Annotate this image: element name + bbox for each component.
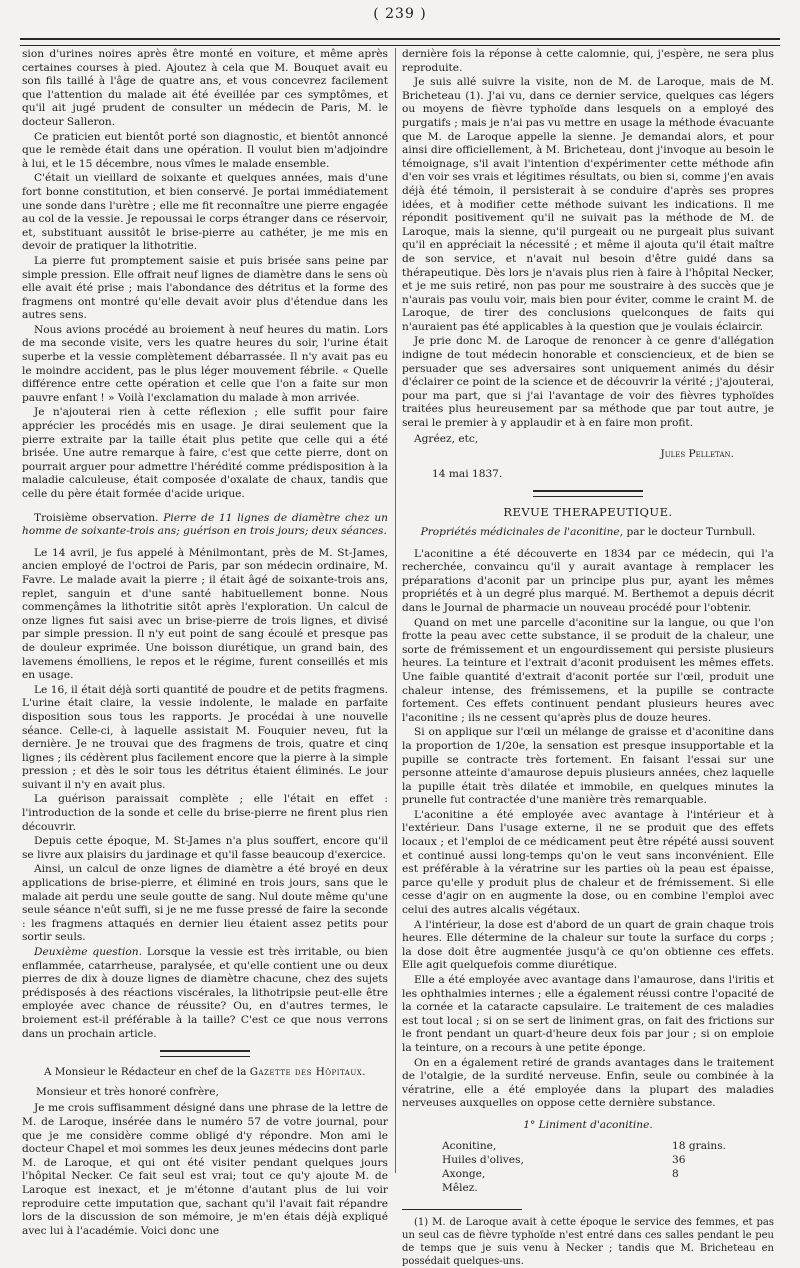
- letter-paragraph: Je me crois suffisamment désigné dans une phrase de la lettre de M. de Laroque, insérée dans le numéro 57 de votre journal, pour que je me considère comme obligé d'y répondre. Mon ami le docteur Chapel et moi sommes les deux jeunes médecins dont parle M. de Laroque, et qui ont été visiter pendant quelques jours l'hôpital Necker. Ce fait seul est vrai; tout ce qu'y ajoute M. de Laroque est inexact, et je m'étonne d'autant plus de lui voir reproduire cette imputation que, sachant qu'il l'avait fait répandre lors de la discussion de son mémoire, je m'en étais déjà expliqué avec lui à l'académie. Voici donc une: [22, 1102, 388, 1237]
- recipe-item: Huiles d'olives,: [442, 1153, 524, 1166]
- paragraph: Si on applique sur l'œil un mélange de graisse et d'aconitine dans la proportion de 1/20e, la sensation est presque insupportable et la pupille se contracte très fortement. En faisant l'essai sur une personne atteinte d'amaurose depuis plusieurs années, chez laquelle la pupille était très dilatée et immobile, en quelques minutes la prunelle fut contractée d'une manière très remarquable.: [402, 726, 774, 807]
- recipe-list: [442, 1139, 732, 1195]
- paragraph: Depuis cette époque, M. St-James n'a plus souffert, encore qu'il se livre aux plaisirs du jardinage et qu'il fasse beaucoup d'exercice.: [22, 835, 388, 861]
- paragraph: Le 14 avril, je fus appelé à Ménilmontant, près de M. St-James, ancien employé de l'octroi de Paris, par son médecin ordinaire, M. Favre. Le malade avait la pierre ; il était âgé de soixante-trois ans, replet, sanguin et d'une santé habituellement bonne. Nous commençâmes la lithotritie sitôt après l'exploration. Un calcul de onze lignes fut saisi avec un brise-pierre de trois lignes, et divisé par simple pression. Il n'y eut point de sang écoulé et presque pas de douleur exprimée. Une boisson diurétique, un grand bain, des lavemens émolliens, le repos et le régime, furent conseillés et mis en usage.: [22, 546, 388, 682]
- recipe-quantity: 36: [672, 1153, 686, 1166]
- recipe-item: Mêlez.: [442, 1181, 478, 1194]
- section-title: REVUE THERAPEUTIQUE.: [503, 505, 673, 520]
- recipe-item: Aconitine,: [442, 1139, 497, 1152]
- recipe-row: [442, 1139, 732, 1153]
- section-divider: [160, 1050, 250, 1057]
- article-title-subject: Propriétés médicinales de l'aconitine,: [420, 526, 624, 538]
- header-rule: [20, 38, 780, 46]
- paragraph: Je prie donc M. de Laroque de renoncer à ce genre d'allégation indigne de tout médecin honorable et consciencieux, et de bien se persuader que ses adversaires sont uniquement animés du désir d'éclairer ce point de la science et de découvrir la vérité ; j'ajouterai, pour ma part, que si j'ai l'avantage de voir des fièvres typhoïdes traitées plus heureusement par sa méthode que par tout autre, je serai le premier à y applaudir et à en faire mon profit.: [402, 335, 774, 430]
- observation-heading: [22, 512, 388, 539]
- paragraph: Ce praticien eut bientôt porté son diagnostic, et bientôt annoncé que le remède était dans une opération. Il voulut bien m'adjoindre à lui, et le 15 décembre, nous vîmes le malade ensemble.: [22, 130, 388, 170]
- salutation: Monsieur et très honoré confrère,: [36, 1085, 219, 1098]
- paragraph: L'aconitine a été découverte en 1834 par ce médecin, qui l'a recherchée, convaincu qu'il y aurait avantage à remplacer les préparations d'aconit par un principe plus pur, ayant les mêmes propriétés et à un degré plus marqué. M. Berthemot a depuis décrit dans le Journal de pharmacie un nouveau procédé pour l'obtenir.: [402, 547, 774, 614]
- recipe-quantity: 18 grains.: [672, 1139, 727, 1152]
- paragraph: L'aconitine a été employée avec avantage à l'intérieur et à l'extérieur. Dans l'usage externe, il ne se produit que des effets locaux ; et l'emploi de ce médicament peut être répété aussi souvent et continué aussi long-temps qu'on le veut sans inconvénient. Elle est préférable à la vératrine sur les parties où la peau est épaisse, parce qu'elle y produit plus de chaleur et de frémissement. Si elle cesse d'agir on en augmente la dose, ou en combine l'emploi avec celui des autres alcalis végétaux.: [402, 808, 774, 917]
- paragraph: Le 16, il était déjà sorti quantité de poudre et de petits fragmens. L'urine était claire, la vessie indolente, le malade en parfaite disposition sous tous les rapports. Je procédai à une nouvelle séance. Celle-ci, à laquelle assistait M. Fouquier neveu, fut la dernière. Je ne trouvai que des fragmens de trois, quatre et cinq lignes ; ils cédèrent plus facilement encore que la pierre à la simple pression ; et dès le soir tous les détritus étaient éliminés. Le jour suivant il n'y en avait plus.: [22, 683, 388, 791]
- recipe-title: 1° Liniment d'aconitine.: [523, 1118, 653, 1131]
- paragraph: Elle a été employée avec avantage dans l'amaurose, dans l'iritis et les ophthalmies internes ; elle a également réussi contre l'opacité de la cornée et la cataracte capsulaire. Le traitement de ces maladies est tout local ; si on se sert de liniment gras, on fait des frictions sur le front pendant un quart-d'heure deux fois par jour ; si on emploie la teinture, on a recours à une petite éponge.: [402, 974, 774, 1054]
- paragraph: On en a également retiré de grands avantages dans le traitement de l'otalgie, de la surdité nerveuse. Enfin, seule ou combinée à la vératrine, elle a été employée dans la plupart des maladies nerveuses auxquelles on oppose cette dernière substance.: [402, 1056, 774, 1110]
- paragraph: A l'intérieur, la dose est d'abord de un quart de grain chaque trois heures. Elle détermine de la chaleur sur toute la surface du corps ; la dose doit être augmentée jusqu'à ce qu'on obtienne ces effets. Elle agit quelquefois comme diurétique.: [402, 918, 774, 972]
- article-title-author: par le docteur Turnbull.: [623, 526, 756, 538]
- paragraph: La guérison paraissait complète ; elle l'était en effet : l'introduction de la sonde et celle du brise-pierre ne firent plus rien découvrir.: [22, 793, 388, 833]
- paragraph: Nous avions procédé au broiement à neuf heures du matin. Lors de ma seconde visite, vers les quatre heures du soir, l'urine était superbe et la vessie complètement débarrassée. Il n'y avait pas eu le moindre accident, pas le plus léger mouvement fébrile. « Quelle différence entre cette opération et celle que l'on a faite sur mon pauvre enfant ! » Voilà l'exclamation du malade à mon arrivée.: [22, 323, 388, 404]
- paragraph: Je n'ajouterai rien à cette réflexion ; elle suffit pour faire apprécier les procédés mis en usage. Je dirai seulement que la pierre extraite par la taille était plus petite que celle qui a été brisée. Une autre remarque à faire, c'est que cette pierre, dont on pourrait arguer pour admettre l'hérédité comme prédisposition à la maladie calculeuse, était composée d'oxalate de chaux, tandis que celle du père était formée d'acide urique.: [22, 406, 388, 500]
- paragraph: La pierre fut promptement saisie et puis brisée sans peine par simple pression. Elle offrait neuf lignes de diamètre dans le sens où elle avait été prise ; mais l'abondance des détritus et la forme des fragmens ont montré qu'elle devait avoir plus d'étendue dans les autres sens.: [22, 254, 388, 322]
- paragraph: C'était un vieillard de soixante et quelques années, mais d'une fort bonne constitution, et bien conservé. Je portai immédiatement une sonde dans l'urètre ; elle me fit reconnaître une pierre engagée au col de la vessie. Je repoussai le corps étranger dans ce réservoir, et, substituant aussitôt le brise-pierre au cathéter, je me mis en devoir de pratiquer la lithotritie.: [22, 172, 388, 253]
- paragraph: sion d'urines noires après être monté en voiture, et même après certaines courses à pied. Ajoutez à cela que M. Bouquet avait eu son fils taillé à l'âge de quatre ans, et vous concevrez facilement que l'attention du malade ait été éveillée par ces symptômes, et qu'il ait jugé prudent de consulter un médecin de Paris, M. le docteur Salleron.: [22, 48, 388, 128]
- letter-heading-prefix: A Monsieur le Rédacteur en chef de la: [43, 1066, 250, 1079]
- journal-name: Gazette des Hôpitaux.: [249, 1066, 367, 1079]
- date-line: 14 mai 1837.: [432, 467, 503, 480]
- observation-label: Troisième observation.: [34, 511, 159, 524]
- section-divider: [533, 490, 643, 497]
- recipe-row: [442, 1167, 732, 1181]
- letter-heading: [22, 1066, 388, 1080]
- question-text: Lorsque la vessie est très irritable, ou bien enflammée, catarrheuse, paralysée, et qu'elle contient une ou deux pierres de dix à douze lignes de diamètre chacune, chez des sujets prédisposés à des réactions viscérales, la lithotripsie peut-elle être employée avec chance de réussite? Ou, en d'autres termes, le broiement est-il préférable à la taille? C'est ce que nous verrons dans un prochain article.: [22, 946, 388, 1040]
- recipe-quantity: [672, 1181, 732, 1195]
- footnote-rule: [402, 1209, 522, 1210]
- recipe-quantity: 8: [672, 1167, 679, 1180]
- signature: [402, 448, 774, 462]
- question-label: Deuxième question.: [34, 946, 142, 958]
- column-divider: [395, 48, 396, 1173]
- page-number: ( 239 ): [373, 6, 427, 22]
- observation-title: Pierre de 11 lignes de diamètre chez un homme de soixante-trois ans; guérison en trois jours; deux séances.: [22, 511, 388, 538]
- question-paragraph: [22, 946, 388, 1041]
- recipe-row: [442, 1181, 732, 1195]
- paragraph: Je suis allé suivre la visite, non de M. de Laroque, mais de M. Bricheteau (1). J'ai vu, dans ce dernier service, quelques cas légers ou moyens de fièvre typhoïde dans lesquels on a employé des purgatifs ; mais je n'ai pas vu mettre en usage la méthode évacuante que M. de Laroque appelle la sienne. Je demandai alors, et pour ainsi dire officiellement, à M. Bricheteau, dont j'invoque au besoin le témoignage, s'il avait l'intention d'expérimenter cette méthode afin d'en voir ses vrais et légitimes résultats, ou bien si, comme j'en avais déjà été témoin, il persisterait à se conduire d'après ses propres idées, et à modifier cette méthode suivant les indications. Il me répondit positivement qu'il ne suivait pas la méthode de M. de Laroque, mais la sienne, qu'il purgeait ou ne purgeait plus suivant qu'il en appréciait la nécessité ; et même il ajouta qu'il était maître de son service, et n'avait nul besoin d'être guidé dans sa thérapeutique. Dès lors je n'avais plus rien à faire à l'hôpital Necker, et je me suis retiré, non pas pour me soustraire à des succès que je n'aurais pas voulu voir, mais bien pour éviter, comme le craint M. de Laroque, de tirer des conclusions quelconques de faits qui n'auraient pas été applicables à la question que je voulais éclaircir.: [402, 76, 774, 333]
- signature-name: Jules Pelletan.: [660, 448, 734, 461]
- paragraph: dernière fois la réponse à cette calomnie, qui, j'espère, ne sera plus reproduite.: [402, 48, 774, 74]
- right-column: [402, 48, 774, 1267]
- paragraph: Quand on met une parcelle d'aconitine sur la langue, ou que l'on frotte la peau avec cette substance, il se produit de la chaleur, une sorte de frémissement et un engourdissement qui persiste plusieurs heures. La teinture et l'extrait d'aconit produisent les mêmes effets. Une faible quantité d'extrait d'aconit portée sur l'œil, produit une chaleur intense, des frémissemens, et la pupille se contracte fortement. Ces effets continuent pendant plusieurs heures avec l'aconitine ; ils ne cessent qu'après plus de douze heures.: [402, 616, 774, 724]
- footnote: (1) M. de Laroque avait à cette époque le service des femmes, et pas un seul cas de fièvre typhoïde n'est entré dans ces salles pendant le peu de temps que je suis venu à Necker ; tandis que M. Bricheteau en possédait quelques-uns.: [402, 1216, 774, 1267]
- left-column: [22, 48, 388, 1237]
- recipe-row: [442, 1153, 732, 1167]
- recipe-item: Axonge,: [442, 1167, 486, 1180]
- article-title: [402, 526, 774, 540]
- paragraph: Ainsi, un calcul de onze lignes de diamètre a été broyé en deux applications de brise-pierre, et éliminé en trois jours, sans que le malade ait perdu une seule goutte de sang. Nul doute même qu'une seule séance n'eût suffi, si je ne me fusse pressé de faire la seconde : les fragmens attaqués en dernier lieu étaient assez petits pour sortir seuls.: [22, 863, 388, 944]
- closing: Agréez, etc,: [414, 432, 479, 445]
